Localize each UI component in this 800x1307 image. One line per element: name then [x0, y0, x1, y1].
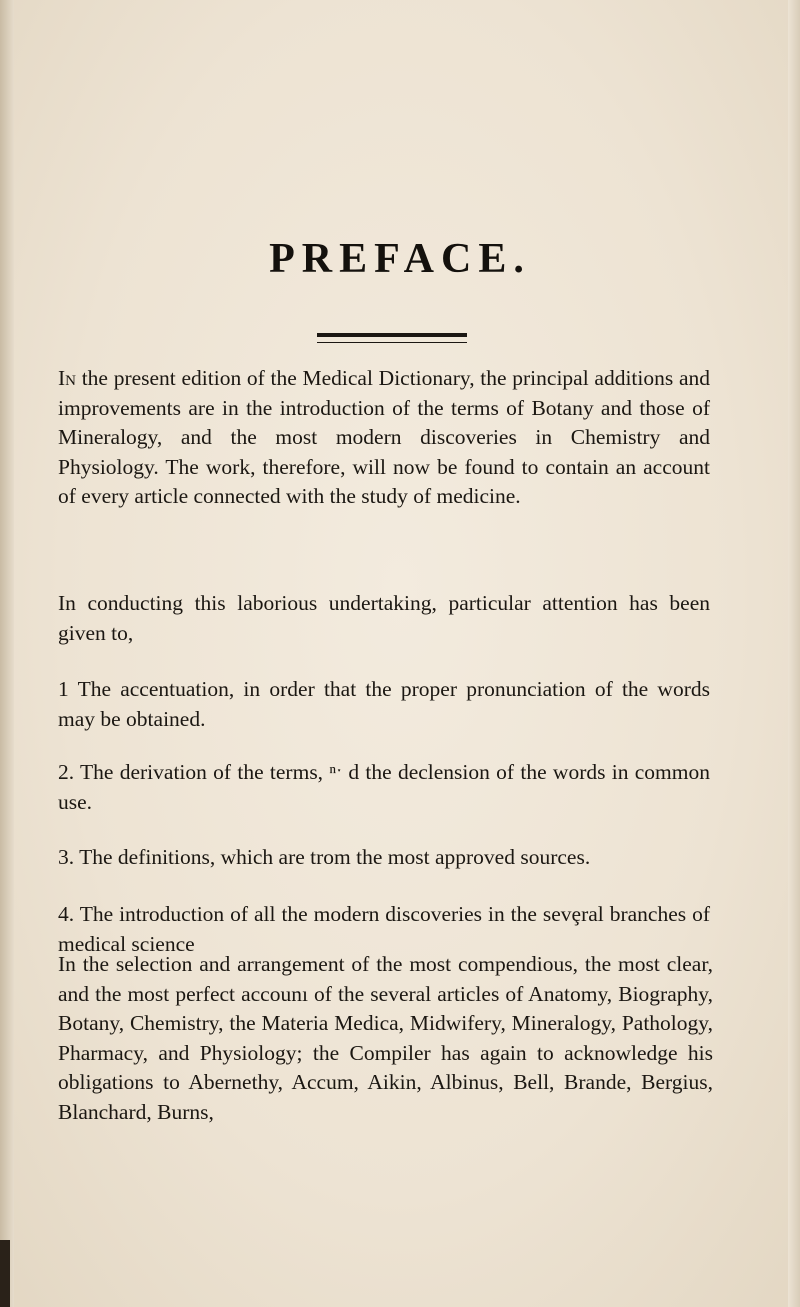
paragraph-selection: In the selection and arrangement of the most compendious, the most clear, and the most perfect accounı of the several articles of Anatomy, Biography, Botany, Chemistry, the Materia Medica, Midwifery, Mineralogy, Pathology, Pharmacy, and Physiology; the Compiler has again to acknowledge his obligations to Abernethy, Accum, Aikin, Albinus, Bell, Brande, Bergius, Blanchard, Burns,: [58, 952, 713, 1124]
intro-text: the present edition of the Medical Dictionary, the principal additions and improvements are in the introduction of the terms of Botany and those of Mineralogy, and the most modern discoveries in Chemistry and Physiology. The work, therefore, will now be found to contain an account of every article connected with the study of medicine.: [58, 366, 710, 508]
list-item-derivation: 2. The derivation of the terms, ⁿˑ d the declension of the words in common use.: [58, 760, 710, 814]
page-right-edge: [788, 0, 800, 1307]
list-item-definitions: 3. The definitions, which are trom the most approved sources.: [58, 845, 591, 869]
paragraph-intro: [58, 364, 710, 512]
page-binding-edge: [0, 0, 14, 1307]
intro-lead-word: In: [58, 366, 76, 390]
paragraph-conducting: In conducting this laborious undertaking, particular attention has been given to,: [58, 591, 710, 645]
page-title: PREFACE.: [269, 236, 531, 282]
binding-shadow: [0, 1240, 10, 1307]
title-rule: [317, 333, 467, 343]
list-item-discoveries: 4. The introduction of all the modern discoveries in the sevȩral branches of medical science: [58, 902, 710, 956]
list-item-accentuation: 1 The accentuation, in order that the proper pronunciation of the words may be obtained.: [58, 677, 710, 731]
